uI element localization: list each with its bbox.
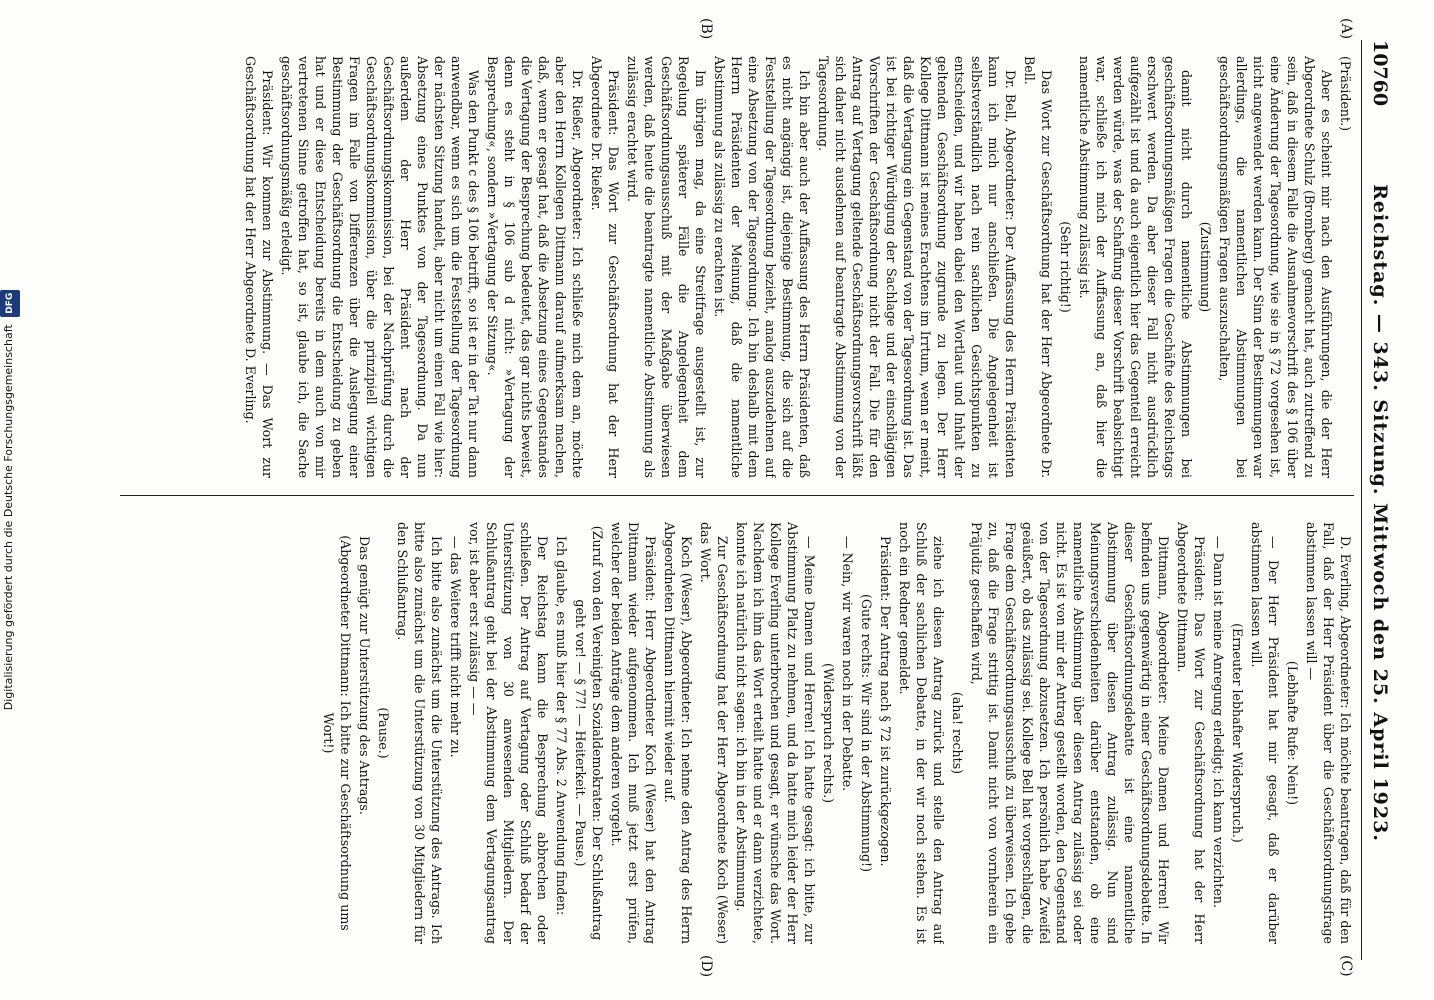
interjection: (Pause.) bbox=[376, 707, 391, 759]
paragraph: Ich bitte also zunächst um die Unterstützung des Antrags. Ich bitte also zunächst um die Unterstützung von 30 Mitgliedern für den Schlußantrag. bbox=[395, 522, 444, 944]
interjection: (Gute rechts: Wir sind in der Abstimmung!) bbox=[859, 594, 874, 872]
paragraph: Der Reichstag kann die Besprechung abbrechen oder schließen. Der Antrag auf Vertagung oder Schluß bedarf der Unterstützung von 30 anwesenden Mitgliedern. Der Schlußantrag geht bei der Abstimmung dem Vertagungsantrag vor, ist aber erst zulässig — — bbox=[467, 522, 550, 944]
paragraph: Dr. Rießer, Abgeordneter: Ich schließe mich dem an, möchte aber den Herrn Kollegen Dittmann darauf aufmerksam machen, daß, wenn er gesagt hat, daß die Absetzung eines Gegenstandes die Vertagung der Besprechung bedeutet, das gar nichts beweist, denn es steht in § 106 sub d nicht: »Vertagung der Besprechung«, sondern »Vertagung der Sitzung«. bbox=[485, 56, 585, 478]
paragraph: Ich bin aber auch der Auffassung des Herrn Präsidenten, daß es nicht angängig ist, diejenige Bestimmung, die sich auf die Feststellung der Tagesordnung bezieht, analog auszudehnen auf eine Absetzung von der Tagesordnung. Ich bin deshalb mit dem Herrn Präsidenten der Meinung, daß die namentliche Abstimmung als zulässig zu erachten ist. bbox=[712, 56, 812, 478]
paragraph: Was den Punkt c des § 106 betrifft, so ist er in der Tat nur dann anwendbar, wenn es sich um die Feststellung der Tagesordnung der nächsten Sitzung handelt, aber nicht um einen Fall wie hier: Absetzung eines Punktes von der Tagesordnung. Da nun außerdem der Herr Präsident nach der Geschäftsordnungskommission, bei der Nachprüfung durch die Geschäftsordnungskommission, über die prinzipiell wichtigen Fragen im Falle von Differenzen über die Auslegung einer Bestimmung der Geschäftsordnung die Entscheidung zu geben hat und er diese Entscheidung bereits in dem auch von mir vertretenen Sinne getroffen hat, so ist, glaube ich, die Sache geschäftsordnungsmäßig erledigt. bbox=[279, 56, 481, 478]
margin-marker-d: (D) bbox=[698, 955, 714, 978]
page-title: Reichstag. — 343. Sitzung. Mittwoch den 25. April 1923. bbox=[1369, 184, 1391, 842]
left-column bbox=[64, 56, 1354, 478]
paragraph: Ich glaube, es muß hier der § 77 Abs. 2 Anwendung finden: bbox=[554, 536, 569, 916]
paragraph: Dr. Bell, Abgeordneter: Der Auffassung des Herrn Präsidenten kann ich mich nur anschließen. Die Angelegenheit ist selbstverständlich nach rein sachlichen Gesichtspunkten zu entscheiden, und wir haben dabei den Wortlaut und Inhalt der geltenden Geschäftsordnung zugrunde zu legen. Der Herr Kollege Dittmann ist meines Erachtens im Irrtum, wenn er meint, daß die Vertagung ein Gegenstand von der Tagesordnung ist. Das ist bei richtiger Würdigung der Sachlage und der einschlägigen Vorschriften der Geschäftsordnung nicht der Fall. Die für den Antrag auf Vertagung geltende Geschäftsordnungsvorschrift läßt sich daher nicht ausdehnen auf beantragte Abstimmung von der Tagesordnung. bbox=[816, 56, 1018, 478]
paragraph: Präsident: Herr Abgeordneter Koch (Weser) hat den Antrag Dittmann wieder aufgenommen. Ich muß jetzt erst prüfen, welcher der beiden Anträge dem anderen vorgeht. bbox=[609, 522, 658, 944]
page-number: 10760 bbox=[1369, 40, 1391, 107]
interjection: (Zuruf von den Vereinigten Sozialdemokraten: Der Schlußantrag geht vor! — § 77! — Heiterkeit. — Pause.) bbox=[573, 525, 605, 941]
paragraph: (Präsident.) bbox=[1338, 56, 1353, 132]
paragraph: — Dann ist meine Anregung erledigt; ich kann verzichten. bbox=[1211, 536, 1226, 909]
right-column bbox=[64, 522, 1354, 944]
margin-marker-a: (A) bbox=[1338, 18, 1354, 40]
paragraph: ziehe ich diesen Antrag zurück und stelle den Antrag auf Schluß der sachlichen Debatte, in der wir noch stehen. Es ist noch ein Redner gemeldet. bbox=[897, 522, 946, 944]
paragraph: Im übrigen mag, da eine Streitfrage ausgestellt ist, zur Regelung späterer Fälle die Angelegenheit dem Geschäftsordnungsausschuß mit der Maßgabe überwiesen werden, daß heute die beantragte namentliche Abstimmung als zulässig erachtet wird. bbox=[625, 56, 708, 478]
paragraph: damit nicht durch namentliche Abstimmungen bei geschäftsordnungsmäßigen Fragen die Geschäfte des Reichstags erschwert werden. Da aber dieser Fall nicht ausdrücklich aufgezählt ist und da auch eigentlich hier das Gegenteil erreicht werden würde, was der Schaffung dieser Vorschrift beabsichtigt war, schließe ich mich der Auffassung an, daß hier die namentliche Abstimmung zulässig ist. bbox=[1077, 56, 1194, 478]
paragraph: Aber es scheint mir nach den Ausführungen, die der Herr Abgeordnete Schulz (Bromberg) gemacht hat, auch zutreffend zu sein, daß in diesem Falle die Ausnahmevorschrift des § 106 über eine Änderung der Tagesordnung, wie sie in § 72 vorgesehen ist, nicht angewendet werden kann. Der Sinn der Bestimmungen war allerdings, die namentlichen Abstimmungen bei geschäftsordnungsmäßigen Fragen auszuschalten, bbox=[1217, 56, 1334, 478]
paragraph: Das Wort zur Geschäftsordnung hat der Herr Abgeordnete Dr. Bell. bbox=[1022, 56, 1054, 478]
footer-text: Digitalisierung gefördert durch die Deutsche Forschungsgemeinschaft bbox=[2, 324, 15, 711]
paragraph: — Meine Damen und Herren! Ich hatte gesagt: ich bitte, zur Abstimmung Platz zu nehmen, und da hatte mich leider der Herr Kollege Everling unterbrochen und gesagt, er wünsche das Wort. Nachdem ich ihm das Wort erteilt hatte und er dann verzichtete, konnte ich natürlich nicht sagen: ich bin in der Abstimmung. bbox=[734, 522, 817, 944]
paragraph: D. Everling, Abgeordneter: Ich möchte beantragen, daß für den Fall, daß der Herr Präsident über die Geschäftsordnungsfrage abstimmen lassen will — bbox=[1304, 522, 1353, 944]
margin-marker-c: (C) bbox=[1338, 955, 1354, 977]
paragraph: Präsident: Wir kommen zur Abstimmung. — Das Wort zur Geschäftsordnung hat der Herr Abgeordnete D. Everling. bbox=[243, 56, 275, 478]
paragraph: — das Weitere trifft nicht mehr zu. bbox=[448, 536, 463, 758]
dfg-logo: DFG bbox=[0, 290, 20, 317]
paragraph: Präsident: Der Antrag nach § 72 ist zurückgezogen. bbox=[878, 536, 893, 867]
paragraph: Präsident: Das Wort zur Geschäftsordnung hat der Herr Abgeordnete Dr. Rießer. bbox=[589, 56, 621, 478]
interjection: (aha! rechts) bbox=[950, 691, 965, 775]
paragraph: Koch (Weser), Abgeordneter: Ich nehme den Antrag des Herrn Abgeordneten Dittmann hiermit wieder auf. bbox=[662, 522, 694, 944]
margin-marker-b: (B) bbox=[698, 18, 714, 40]
interjection: (Sehr richtig!) bbox=[1058, 221, 1073, 313]
interjection: (Lebhafte Rufe: Nein!) bbox=[1285, 660, 1300, 806]
paragraph: Zur Geschäftsordnung hat der Herr Abgeordnete Koch (Weser) das Wort. bbox=[698, 522, 730, 944]
interjection: (Zustimmung) bbox=[1198, 221, 1213, 313]
footer-strip bbox=[0, 0, 18, 1000]
paragraph: — Der Herr Präsident hat mir gesagt, daß er darüber abstimmen lassen will. bbox=[1249, 522, 1281, 944]
paragraph: — Nein, wir waren noch in der Debatte. bbox=[840, 536, 855, 792]
page-header bbox=[1361, 40, 1398, 960]
paragraph: Dittmann, Abgeordneter: Meine Damen und Herren! Wir befinden uns gegenwärtig in einer Geschäftsordnungsdebatte. In dieser Geschäftsordnungsdebatte ist eine namentliche Abstimmung über diesen Antrag zulässig. Nun sind Meinungsverschiedenheiten darüber entstanden, ob eine namentliche Abstimmung über diesen Antrag zulässig sei oder nicht. Es ist von mir der Antrag gestellt worden, den Gegenstand von der Tagesordnung abzusetzen. Ich persönlich habe Zweifel geäußert, ob das zulässig sei. Kollege Bell hat vorgeschlagen, die Frage dem Geschäftsordnungsausschuß zu überweisen. Ich gebe zu, daß die Frage strittig ist. Damit nicht von vornherein ein Präjudiz geschaffen wird, bbox=[969, 522, 1171, 944]
interjection: (Erneuter lebhafter Widerspruch.) bbox=[1230, 623, 1245, 843]
paragraph: Präsident: Das Wort zur Geschäftsordnung hat der Herr Abgeordnete Dittmann. bbox=[1175, 522, 1207, 944]
interjection: (Widerspruch rechts.) bbox=[821, 662, 836, 804]
interjection: (Abgeordneter Dittmann: Ich bitte zur Geschäftsordnung ums Wort!) bbox=[321, 535, 353, 931]
paragraph: Das genügt zur Unterstützung des Antrags. bbox=[357, 536, 372, 815]
column-divider bbox=[120, 495, 1354, 496]
